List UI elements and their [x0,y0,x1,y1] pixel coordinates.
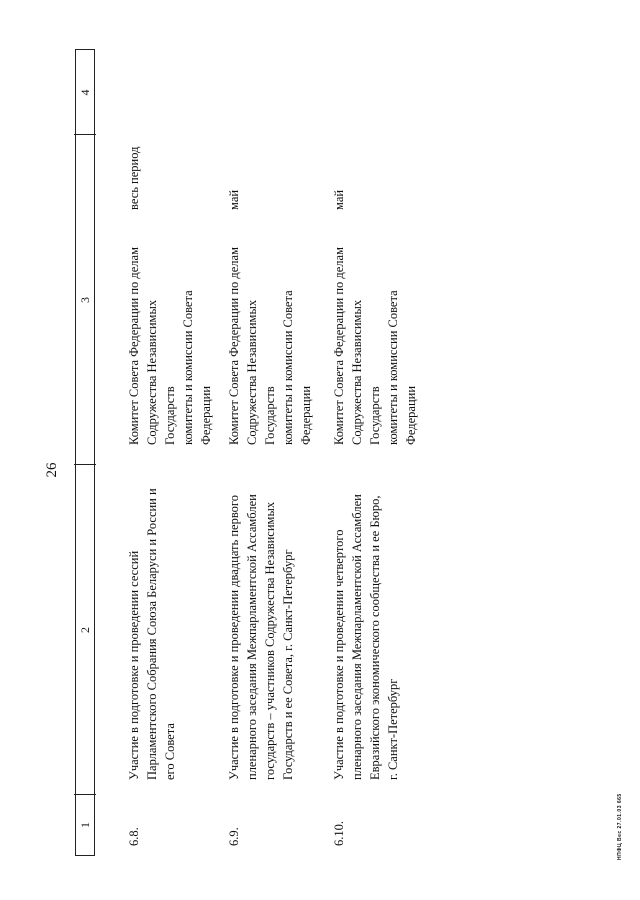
item-description: Участие в подготовке и проведении сессий Парламентского Собрания Союза Беларуси и России и его Совета [127,488,177,780]
item-period: май [227,189,241,210]
responsible-organization: Комитет Совета Федерации по делам Содружества Независимых Государств комитеты и комиссии Совета Федерации [227,246,313,445]
item-number: 6.8. [127,827,141,846]
print-stamp: НПФЦ Вес 27.01.03 665 [617,793,623,860]
responsible-organization: Комитет Совета Федерации по делам Содружества Независимых Государств комитеты и комиссии Совета Федерации [127,246,213,445]
item-number: 6.9. [227,827,241,846]
column-header-4: 4 [78,89,92,96]
column-header-3: 3 [78,297,92,303]
item-description: Участие в подготовке и проведении четвертого пленарного заседания Межпарламентской Ассамблеи Евразийского экономического сообщества и ее Бюро, г. Санкт-Петербург [332,494,400,780]
column-header-1: 1 [78,822,92,828]
table-header [75,49,95,856]
item-period: весь период [127,146,141,210]
page-number: 26 [44,462,60,478]
item-period: май [332,189,346,210]
item-description: Участие в подготовке и проведении двадцать первого пленарного заседания Межпарламентской Ассамблеи государств – участников Содружества Независимых Государств и ее Совета, г. Санкт-Петербург [227,494,295,780]
item-number: 6.10. [332,821,346,846]
column-header-2: 2 [78,627,92,633]
responsible-organization: Комитет Совета Федерации по делам Содружества Независимых Государств комитеты и комиссии Совета Федерации [332,246,418,445]
